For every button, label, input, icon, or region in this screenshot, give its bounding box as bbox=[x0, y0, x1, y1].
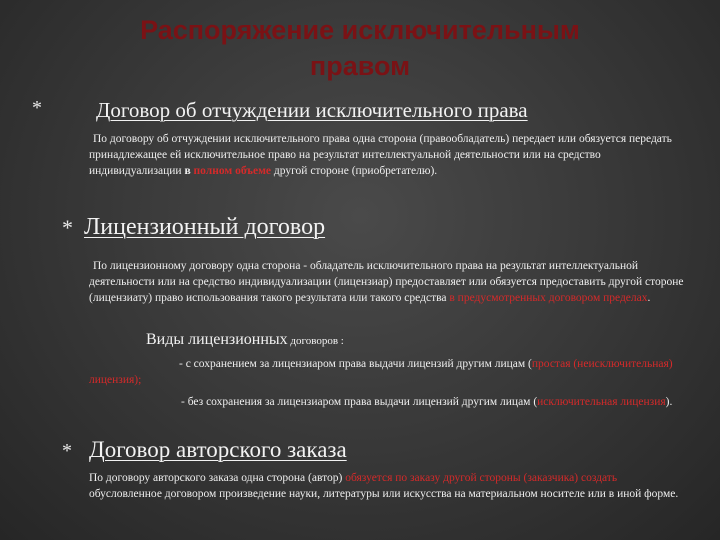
text-segment: другой стороне (приобретателю). bbox=[271, 165, 438, 177]
section-commission-heading: Договор авторского заказа bbox=[89, 437, 347, 462]
bullet-star-icon: * bbox=[32, 97, 42, 119]
text-segment: По договору авторского заказа одна сторона (автор) bbox=[89, 472, 346, 484]
text-highlight: исключительная лицензия bbox=[537, 396, 666, 408]
text-segment: . bbox=[647, 292, 651, 304]
license-types-suffix: договоров : bbox=[287, 335, 344, 347]
section-alienation-heading: Договор об отчуждении исключительного права bbox=[96, 98, 528, 122]
text-segment: обусловленное договором произведение науки, литературы или искусства на материальном носителе или в иной форме. bbox=[89, 488, 679, 500]
text-segment: - с сохранением за лицензиаром права выдачи лицензий другим лицам ( bbox=[179, 358, 532, 370]
text-highlight: полном объеме bbox=[193, 165, 272, 177]
license-type-simple bbox=[89, 356, 679, 388]
section-alienation-text bbox=[89, 131, 689, 179]
text-highlight: в предусмотренных договором пределах bbox=[449, 292, 648, 304]
text-segment: По договору об отчуждении исключительного права одна сторона (правообладатель) передает или обязуется передать принадлежащее ей исключительное право на результат интеллектуальной деятельности или на средство индивидуализации bbox=[89, 133, 672, 177]
text-segment: - без сохранения за лицензиаром права выдачи лицензий другим лицам ( bbox=[181, 396, 538, 408]
text-segment: ). bbox=[665, 396, 673, 408]
slide-title-line1: Распоряжение исключительным bbox=[140, 15, 580, 45]
section-commission-text bbox=[89, 470, 689, 502]
text-highlight: простая (неисключительная) лицензия); bbox=[89, 358, 673, 386]
text-highlight: обязуется по заказу другой стороны (заказчика) создать bbox=[345, 472, 618, 484]
license-type-exclusive bbox=[89, 394, 679, 410]
text-segment: По лицензионному договору одна сторона - обладатель исключительного права на результат интеллектуальной деятельности или на средство индивидуализации (лицензиар) предоставляет или обязуется предоставить другой стороне (лицензиату) право использования такого результата или такого средства bbox=[89, 260, 684, 304]
slide-title bbox=[0, 12, 720, 84]
bullet-star-icon: * bbox=[62, 215, 73, 240]
section-license-text bbox=[89, 258, 689, 306]
slide-title-line2: правом bbox=[309, 51, 411, 81]
license-types-label: Виды лицензионных bbox=[146, 331, 288, 348]
license-types-heading bbox=[146, 331, 344, 349]
section-license-heading: Лицензионный договор bbox=[84, 214, 326, 240]
text-emphasis: в bbox=[184, 165, 191, 177]
bullet-star-icon: * bbox=[62, 440, 72, 462]
